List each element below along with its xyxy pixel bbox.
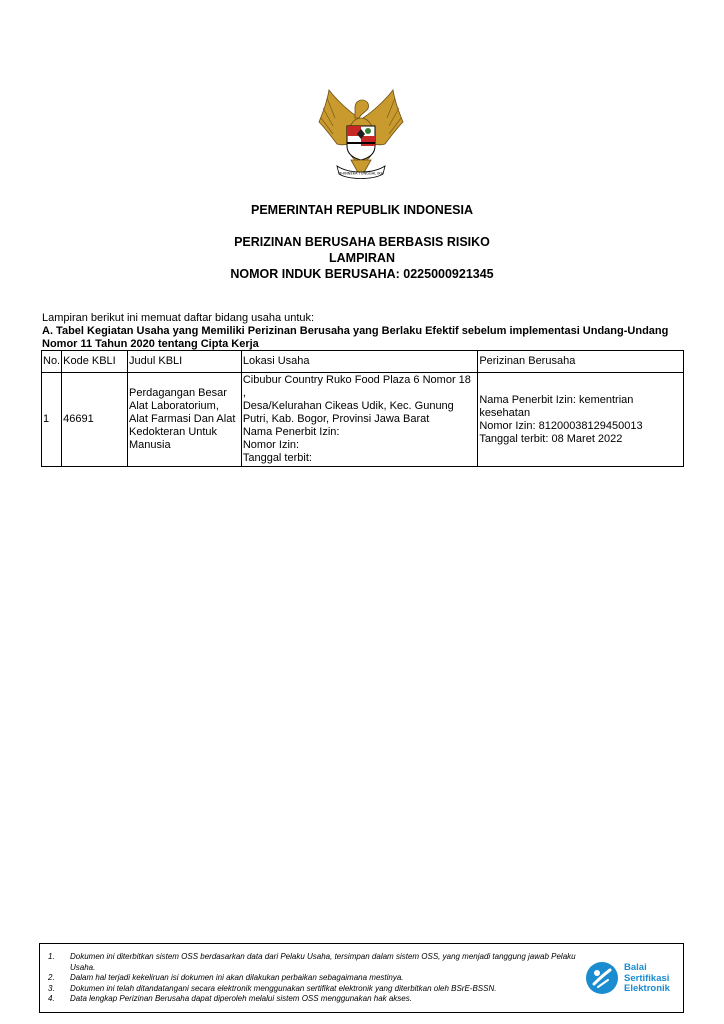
note-number: 2. xyxy=(48,973,55,982)
bsre-logo-text xyxy=(624,963,670,995)
cell-no: 1 xyxy=(42,373,62,467)
kbli-table xyxy=(41,350,684,467)
note-text: Dalam hal terjadi kekeliruan isi dokumen ini akan dilakukan perbaikan sebagaimana mestinya. xyxy=(70,973,404,982)
emblem-motto: BHINNEKA TUNGGAL IKA xyxy=(338,171,384,176)
perizinan-line: kesehatan xyxy=(479,406,531,419)
lokasi-line: Cibubur Country Ruko Food Plaza 6 Nomor 18 , xyxy=(242,374,471,399)
footer-note xyxy=(48,952,588,973)
cell-perizinan xyxy=(478,373,684,467)
footer-notes-box xyxy=(39,943,684,1013)
table-row xyxy=(42,373,684,467)
note-text: Dokumen ini telah ditandatangani secara elektronik menggunakan sertifikat elektronik yang diterbitkan oleh BSrE-BSSN. xyxy=(70,983,497,993)
col-header-lokasi: Lokasi Usaha xyxy=(241,351,477,373)
note-number: 1. xyxy=(48,952,55,961)
footer-note xyxy=(48,984,588,995)
perizinan-line: Nomor Izin: 81200038129450013 xyxy=(479,419,643,432)
col-header-kode: Kode KBLI xyxy=(62,351,128,373)
lokasi-line: Putri, Kab. Bogor, Provinsi Jawa Barat xyxy=(242,413,430,425)
footer-note xyxy=(48,973,588,984)
note-number: 4. xyxy=(48,994,55,1003)
col-header-judul: Judul KBLI xyxy=(128,351,242,373)
perizinan-line: Nama Penerbit Izin: kementrian xyxy=(479,393,634,406)
lokasi-line: Nomor Izin: xyxy=(242,439,300,451)
note-number: 3. xyxy=(48,983,55,993)
lokasi-line: Nama Penerbit Izin: xyxy=(242,426,340,438)
table-header-row xyxy=(42,351,684,373)
lokasi-line: Desa/Kelurahan Cikeas Udik, Kec. Gunung xyxy=(242,400,454,412)
bsre-line: Balai xyxy=(624,962,647,973)
note-text: Data lengkap Perizinan Berusaha dapat diperoleh melalui sistem OSS menggunakan hak akses. xyxy=(70,994,412,1003)
bsre-logo xyxy=(584,960,680,1000)
section-a-heading: A. Tabel Kegiatan Usaha yang Memiliki Perizinan Berusaha yang Berlaku Efektif sebelum implementasi Undang-Undang Nomor 11 Tahun 2020 tentang Cipta Kerja xyxy=(42,325,669,350)
cell-judul: Perdagangan Besar Alat Laboratorium, Alat Farmasi Dan Alat Kedokteran Untuk Manusia xyxy=(128,373,242,467)
intro-section xyxy=(42,312,692,351)
nib-number: NOMOR INDUK BERUSAHA: 0225000921345 xyxy=(230,267,494,281)
lokasi-line: Tanggal terbit: xyxy=(242,452,312,464)
document-title: PERIZINAN BERUSAHA BERBASIS RISIKO xyxy=(234,235,490,249)
cell-kode: 46691 xyxy=(62,373,128,467)
intro-line: Lampiran berikut ini memuat daftar bidang usaha untuk: xyxy=(42,312,315,324)
bsre-line: Sertifikasi xyxy=(624,972,670,984)
government-title: PEMERINTAH REPUBLIK INDONESIA xyxy=(250,203,473,217)
bsre-logo-icon xyxy=(584,960,620,996)
bsre-line: Elektronik xyxy=(624,983,670,994)
col-header-perizinan: Perizinan Berusaha xyxy=(478,351,684,373)
note-text: Dokumen ini diterbitkan sistem OSS berdasarkan data dari Pelaku Usaha, tersimpan dalam sistem OSS, yang menjadi tanggung jawab Pelaku Usaha. xyxy=(70,952,576,972)
cell-lokasi xyxy=(241,373,477,467)
footer-note xyxy=(48,994,588,1005)
garuda-pancasila-emblem xyxy=(313,88,409,192)
col-header-no: No. xyxy=(42,351,62,373)
perizinan-line: Tanggal terbit: 08 Maret 2022 xyxy=(479,432,623,445)
document-subtitle: LAMPIRAN xyxy=(329,251,395,265)
footer-notes-list xyxy=(48,952,588,1005)
